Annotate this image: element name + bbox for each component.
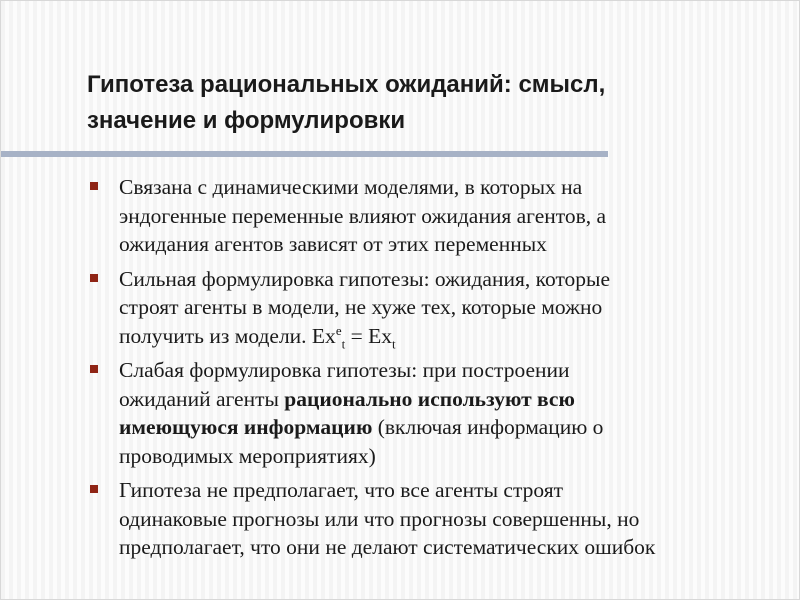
bullet-item [89, 476, 789, 562]
square-bullet-icon [90, 274, 98, 282]
formula-middle: = Ex [345, 323, 392, 348]
title-underline [1, 151, 608, 157]
bullet-line: ожидания агентов зависят от этих переменных [119, 232, 547, 256]
bullet-line: проводимых мероприятиях) [119, 443, 376, 468]
text-plain: (включая информацию о [372, 415, 604, 439]
text-plain: ожиданий агенты [119, 386, 285, 411]
square-bullet-icon [90, 182, 98, 190]
formula-sup: e [335, 322, 342, 338]
square-bullet-icon [90, 365, 98, 373]
bullet-line: эндогенные переменные влияют ожидания агентов, а [119, 203, 607, 228]
bullet-line: строят агенты в модели, не хуже тех, которые можно [119, 295, 603, 319]
bullet-line: предполагает, что они не делают систематических ошибок [119, 535, 656, 559]
text-bold: рационально используют всю [284, 386, 575, 411]
formula-line [119, 322, 789, 351]
bullet-line: одинаковые прогнозы или что прогнозы совершенны, но [119, 506, 640, 531]
bullet-list [89, 173, 789, 562]
bullet-item [89, 356, 789, 470]
title-line: значение и формулировки [87, 107, 406, 134]
bullet-item [89, 265, 789, 351]
bullet-line: Гипотеза не предполагает, что все агенты строят [119, 478, 563, 502]
formula-sub: t [391, 335, 396, 351]
bullet-line: Слабая формулировка гипотезы: при построении [119, 358, 570, 382]
square-bullet-icon [90, 485, 98, 493]
bullet-line [119, 385, 789, 414]
formula-prefix: получить из модели. Ex [119, 323, 336, 348]
bullet-line: Связана с динамическими моделями, в которых на [119, 175, 583, 199]
bullet-line [119, 413, 789, 442]
title-line: Гипотеза рациональных ожиданий: смысл, [87, 71, 606, 98]
bullet-line: Сильная формулировка гипотезы: ожидания, которые [119, 266, 611, 291]
slide-title [87, 67, 767, 139]
text-bold: имеющуюся информацию [119, 415, 373, 439]
formula-sub: t [341, 335, 346, 351]
bullet-item [89, 173, 789, 259]
